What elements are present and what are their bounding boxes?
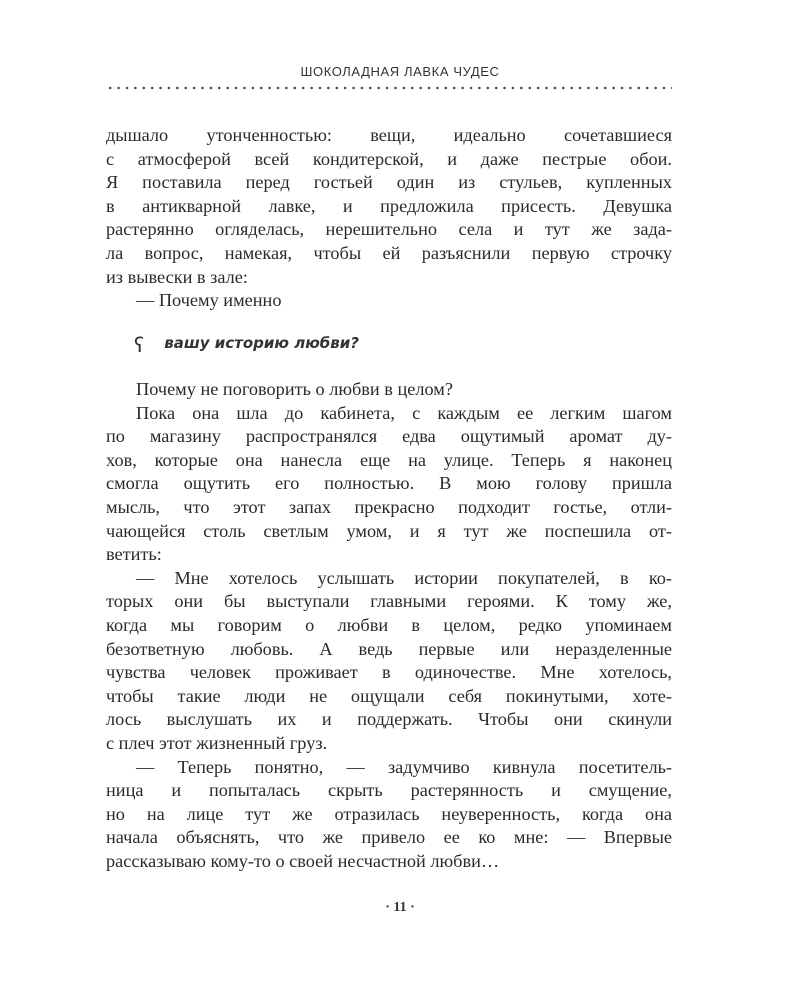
text-line: — Почему именно bbox=[136, 290, 282, 311]
text-line: мысль, что этот запах прекрасно подходит гостье, отли- bbox=[106, 496, 672, 517]
text-block-top bbox=[106, 124, 672, 313]
epigraph bbox=[134, 333, 359, 357]
text-line: с плеч этот жизненный груз. bbox=[106, 732, 328, 753]
text-line: хов, которые она нанесла еще на улице. Теперь я наконец bbox=[106, 449, 672, 470]
text-line: чающейся столь светлым умом, и я тут же поспешила от- bbox=[106, 520, 672, 541]
text-line: лось выслушать их и поддержать. Чтобы они скинули bbox=[106, 709, 672, 730]
paragraph bbox=[106, 402, 672, 567]
text-line: ветить: bbox=[106, 544, 162, 565]
running-header: ШОКОЛАДНАЯ ЛАВКА ЧУДЕС bbox=[300, 64, 500, 79]
text-line: Пока она шла до кабинета, с каждым ее легким шагом bbox=[136, 402, 672, 423]
text-line: чтобы такие люди не ощущали себя покинутыми, хоте- bbox=[106, 685, 672, 706]
text-line: по магазину распространялся едва ощутимый аромат ду- bbox=[106, 426, 672, 447]
text-line: когда мы говорим о любви в целом, редко упоминаем bbox=[106, 614, 672, 635]
paragraph bbox=[106, 289, 672, 313]
ornament-icon: ʕ bbox=[134, 333, 145, 357]
text-line: — Мне хотелось услышать истории покупателей, в ко- bbox=[136, 567, 672, 588]
text-line: смогла ощутить его полностью. В мою голову пришла bbox=[106, 473, 672, 494]
text-line: растерянно огляделась, нерешительно села и тут же зада- bbox=[106, 219, 672, 240]
text-line: безответную любовь. А ведь первые или неразделенные bbox=[106, 638, 672, 659]
text-line: Почему не поговорить о любви в целом? bbox=[136, 379, 453, 399]
text-line: начала объяснять, что же привело ее ко мне: — Впервые bbox=[106, 827, 672, 848]
text-line: в антикварной лавке, и предложила присесть. Девушка bbox=[106, 195, 672, 216]
text-line: Я поставила перед гостьей один из стульев, купленных bbox=[106, 172, 672, 193]
paragraph bbox=[106, 756, 672, 874]
text-line: дышало утонченностью: вещи, идеально сочетавшиеся bbox=[106, 125, 672, 145]
text-line: но на лице тут же отразилась неуверенность, когда она bbox=[106, 803, 672, 824]
text-line: рассказываю кому-то о своей несчастной любви… bbox=[106, 850, 500, 871]
text-line: из вывески в зале: bbox=[106, 266, 248, 287]
text-block-main bbox=[106, 378, 672, 873]
text-line: ла вопрос, намекая, чтобы ей разъяснили первую строчку bbox=[106, 242, 672, 263]
paragraph bbox=[106, 567, 672, 756]
paragraph bbox=[106, 378, 672, 402]
paragraph bbox=[106, 124, 672, 289]
text-line: с атмосферой всей кондитерской, и даже пестрые обои. bbox=[106, 148, 672, 169]
text-line: — Теперь понятно, — задумчиво кивнула посетитель- bbox=[136, 756, 672, 777]
text-line: чувства человек проживает в одиночестве. Мне хотелось, bbox=[106, 662, 672, 683]
dotted-divider bbox=[106, 86, 672, 90]
text-line: ница и попыталась скрыть растерянность и смущение, bbox=[106, 780, 672, 801]
text-line: торых они бы выступали главными героями. К тому же, bbox=[106, 591, 672, 612]
page-number: · 11 · bbox=[385, 900, 415, 915]
epigraph-text: вашу историю любви? bbox=[164, 334, 359, 352]
